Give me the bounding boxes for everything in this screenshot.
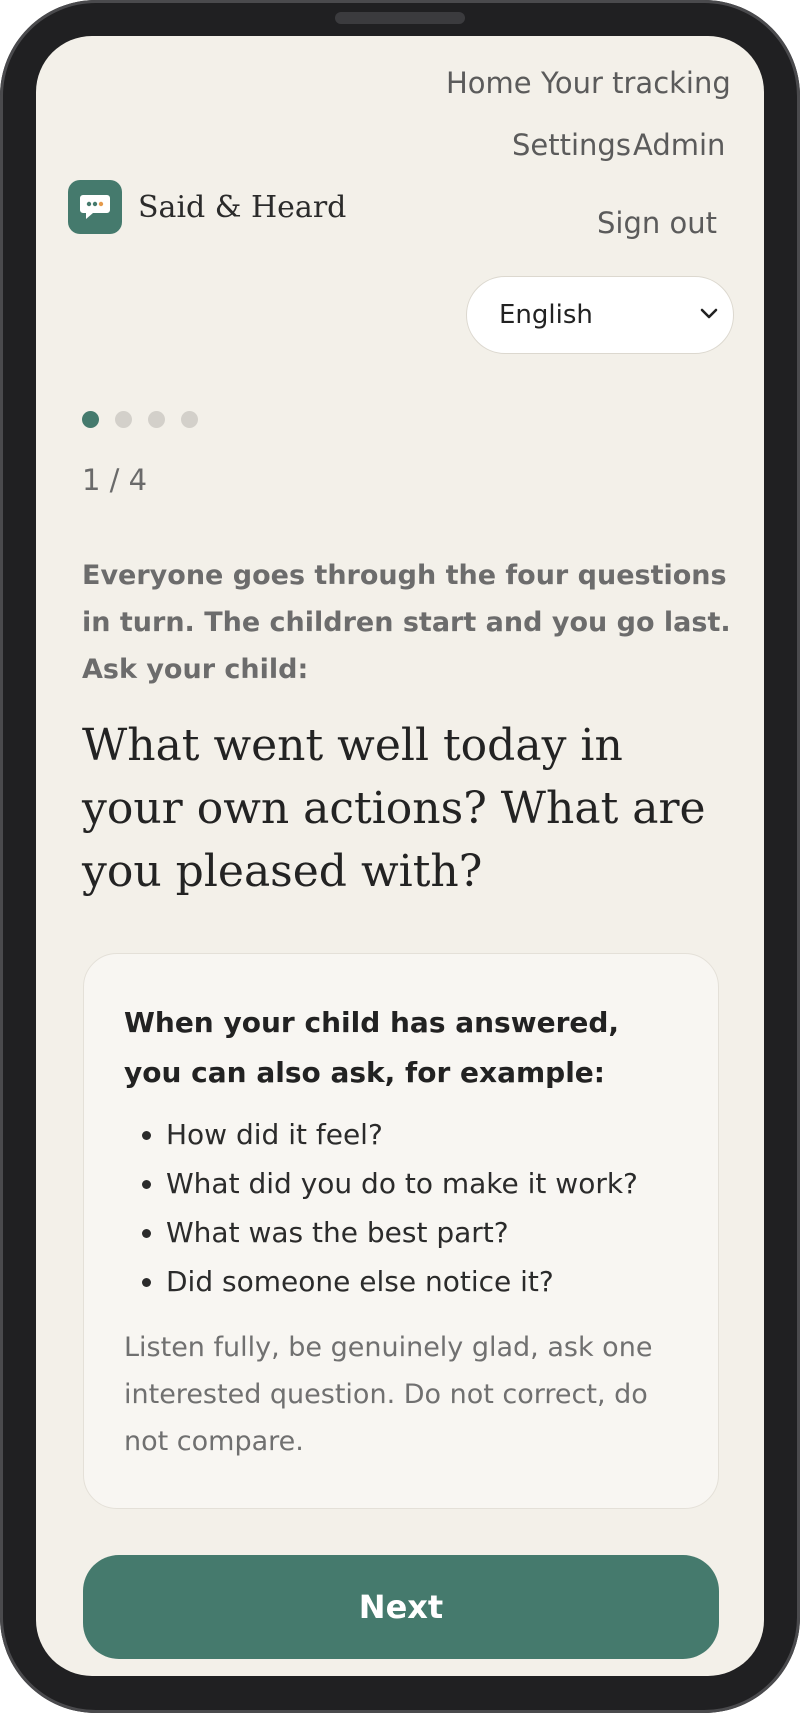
prompt-question: What went well today in your own actions? What are you pleased with?	[82, 720, 706, 897]
progress-dots	[82, 411, 198, 428]
nav-admin-link[interactable]: Admin	[633, 128, 726, 162]
followup-item: • What did you do to make it work?	[166, 1159, 678, 1208]
followup-list	[124, 1110, 678, 1306]
followup-title: When your child has answered, you can also ask, for example:	[124, 1006, 620, 1089]
nav-home-link[interactable]: Home	[446, 66, 532, 100]
followup-card	[83, 953, 719, 1509]
step-counter: 1 / 4	[82, 463, 148, 497]
followup-note: Listen fully, be genuinely glad, ask one interested question. Do not correct, do not compare.	[124, 1332, 653, 1457]
progress-dot	[148, 411, 165, 428]
language-select[interactable]	[466, 276, 734, 354]
app-logo[interactable]	[68, 180, 346, 234]
progress-dot-active	[82, 411, 99, 428]
sign-out-link[interactable]: Sign out	[597, 206, 717, 240]
nav-settings-link[interactable]: Settings	[512, 128, 631, 162]
followup-item: • Did someone else notice it?	[166, 1257, 678, 1306]
followup-item: • How did it feel?	[166, 1110, 678, 1159]
prompt-intro: Everyone goes through the four questions in turn. The children start and you go last. Ask your child:	[82, 560, 731, 685]
app-screen	[36, 36, 764, 1676]
followup-item: • What was the best part?	[166, 1208, 678, 1257]
app-name: Said & Heard	[138, 189, 347, 225]
chat-bubble-icon	[68, 180, 122, 234]
phone-speaker	[335, 12, 465, 24]
chevron-down-icon	[699, 306, 719, 325]
progress-dot	[115, 411, 132, 428]
language-select-value: English	[499, 300, 593, 330]
next-button[interactable]: Next	[83, 1555, 719, 1659]
nav-tracking-link[interactable]: Your tracking	[541, 66, 731, 100]
progress-dot	[181, 411, 198, 428]
